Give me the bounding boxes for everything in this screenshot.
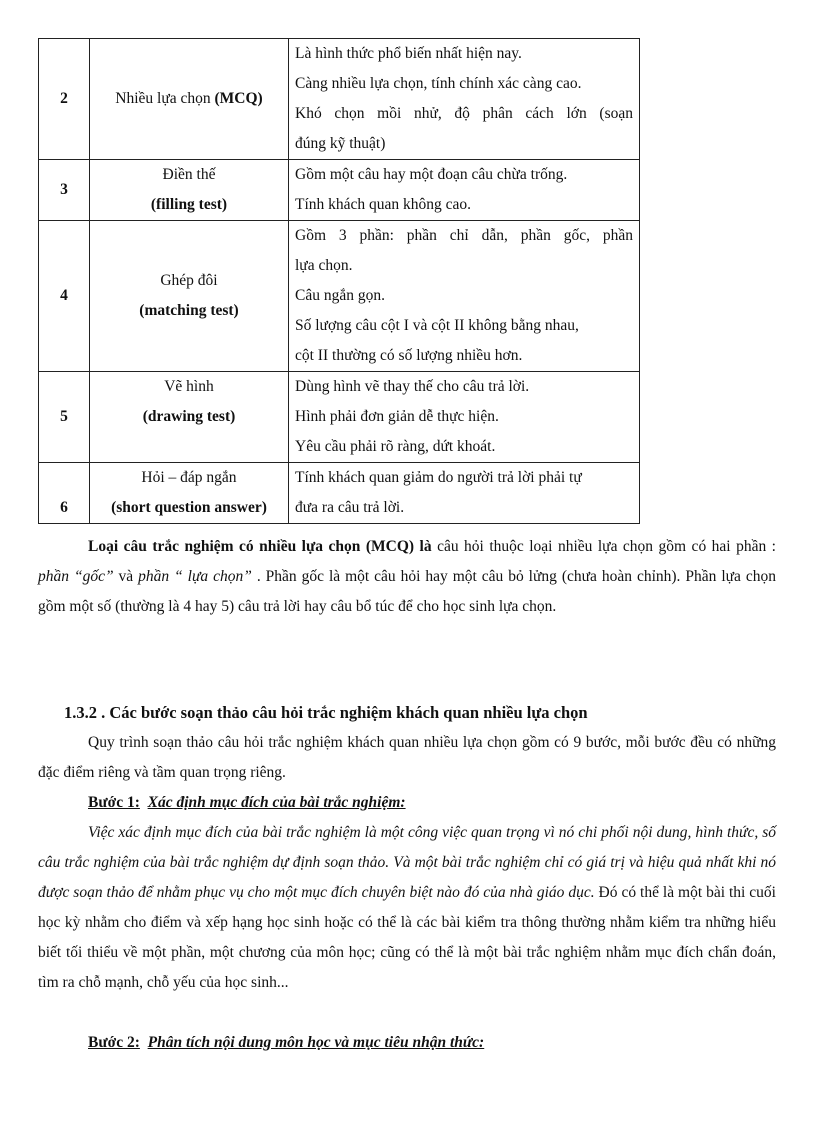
description-line: đưa ra câu trả lời. [295, 499, 405, 516]
test-type-name [90, 372, 289, 463]
step2-title: Phân tích nội dung môn học và mục tiêu nhận thức: [147, 1034, 485, 1051]
description-line: Số lượng câu cột I và cột II không bằng nhau, [295, 317, 579, 334]
step1-label: Bước 1: [88, 794, 140, 811]
description-line: Câu ngắn gọn. [295, 287, 385, 304]
test-type-description [289, 160, 640, 221]
description-line: Tính khách quan giảm do người trả lời phải tự [295, 469, 582, 486]
test-type-label: Hỏi – đáp ngắn [141, 469, 237, 486]
row-number: 6 [39, 463, 90, 524]
description-line: Tính khách quan không cao. [295, 196, 472, 213]
test-types-table [38, 38, 640, 524]
description-line: Là hình thức phổ biến nhất hiện nay. [295, 45, 522, 62]
description-line: Hình phải đơn giản dễ thực hiện. [295, 408, 499, 425]
mcq-text: . Phần gốc là một câu hỏi hay một câu bỏ lửng (chưa hoàn chỉnh). Phần lựa chọn gồm một số (thường là 4 hay 5) câu trả lời hay câu bổ túc để cho học sinh lựa chọn. [38, 568, 776, 615]
description-line: lựa chọn. [295, 257, 353, 274]
test-type-description [289, 463, 640, 524]
test-type-english: (drawing test) [142, 408, 236, 425]
test-type-english: (filling test) [150, 196, 228, 213]
mcq-definition-paragraph [38, 532, 776, 622]
table-row [39, 160, 640, 221]
mcq-text: câu hỏi thuộc loại nhiều lựa chọn gồm có hai phần : [431, 538, 776, 555]
test-type-english: (matching test) [139, 302, 239, 319]
row-number: 5 [39, 372, 90, 463]
mcq-lead: Loại câu trắc nghiệm có nhiều lựa chọn (MCQ) là [88, 538, 432, 555]
description-line: Càng nhiều lựa chọn, tính chính xác càng cao. [295, 75, 582, 92]
mcq-term-goc: phần “gốc” [38, 568, 114, 585]
test-type-label: Nhiều lựa chọn [115, 90, 211, 107]
table-row [39, 463, 640, 524]
test-type-label: Vẽ hình [164, 378, 214, 395]
mcq-text: và [113, 568, 139, 585]
description-line: đúng kỹ thuật) [295, 135, 386, 152]
row-number: 3 [39, 160, 90, 221]
row-number: 2 [39, 39, 90, 160]
step2-label: Bước 2: [88, 1034, 140, 1051]
step2-heading [88, 1028, 776, 1058]
test-type-name [90, 463, 289, 524]
test-type-label: Điền thế [162, 166, 216, 183]
row-number: 4 [39, 221, 90, 372]
test-type-name [90, 39, 289, 160]
step1-text: Đó có thể là một bài thi cuối học kỳ nhằm cho điểm và xếp hạng học sinh hoặc có thể là các bài kiểm tra thông thường nhằm kiểm tra những hiểu biết tối thiểu về một phần, một chương của môn học; cũng có thể là một bài trắc nghiệm nhằm mục đích chẩn đoán, tìm ra chỗ mạnh, chỗ yếu của học sinh... [38, 884, 776, 991]
mcq-term-lua-chon: phần “ lựa chọn” [138, 568, 252, 585]
step1-paragraph [38, 818, 776, 998]
test-type-name [90, 160, 289, 221]
step1-italic-text: Việc xác định mục đích của bài trắc nghiệm là một công việc quan trọng vì nó chi phối nội dung, hình thức, số câu trắc nghiệm của bài trắc nghiệm dự định soạn thảo. Và một bài trắc nghiệm chỉ có giá trị và hiệu quả nhất khi nó được soạn thảo để nhằm phục vụ cho một mục đích chuyên biệt nào đó của nhà giáo dục. [38, 824, 776, 901]
description-line: Dùng hình vẽ thay thế cho câu trả lời. [295, 378, 530, 395]
test-type-label: Ghép đôi [160, 272, 218, 289]
test-type-abbrev: (MCQ) [214, 90, 263, 107]
test-type-english: (short question answer) [111, 499, 267, 516]
test-type-description [289, 372, 640, 463]
section-heading: 1.3.2 . Các bước soạn thảo câu hỏi trắc nghiệm khách quan nhiều lựa chọn [64, 703, 588, 722]
test-type-description [289, 221, 640, 372]
table-row [39, 221, 640, 372]
test-type-name [90, 221, 289, 372]
step1-heading [88, 788, 776, 818]
section-intro: Quy trình soạn thảo câu hỏi trắc nghiệm khách quan nhiều lựa chọn gồm có 9 bước, mỗi bước đều có những đặc điểm riêng và tầm quan trọng riêng. [38, 734, 776, 781]
description-line: Gồm 3 phần: phần chỉ dẫn, phần gốc, phần [295, 227, 633, 244]
description-line: Yêu cầu phải rõ ràng, dứt khoát. [295, 438, 496, 455]
step1-title: Xác định mục đích của bài trắc nghiệm: [147, 794, 406, 811]
description-line: cột II thường có số lượng nhiều hơn. [295, 347, 523, 364]
test-type-description [289, 39, 640, 160]
table-row [39, 372, 640, 463]
table-row [39, 39, 640, 160]
description-line: Gồm một câu hay một đoạn câu chừa trống. [295, 166, 568, 183]
description-line: Khó chọn mồi nhử, độ phân cách lớn (soạn [295, 105, 633, 122]
